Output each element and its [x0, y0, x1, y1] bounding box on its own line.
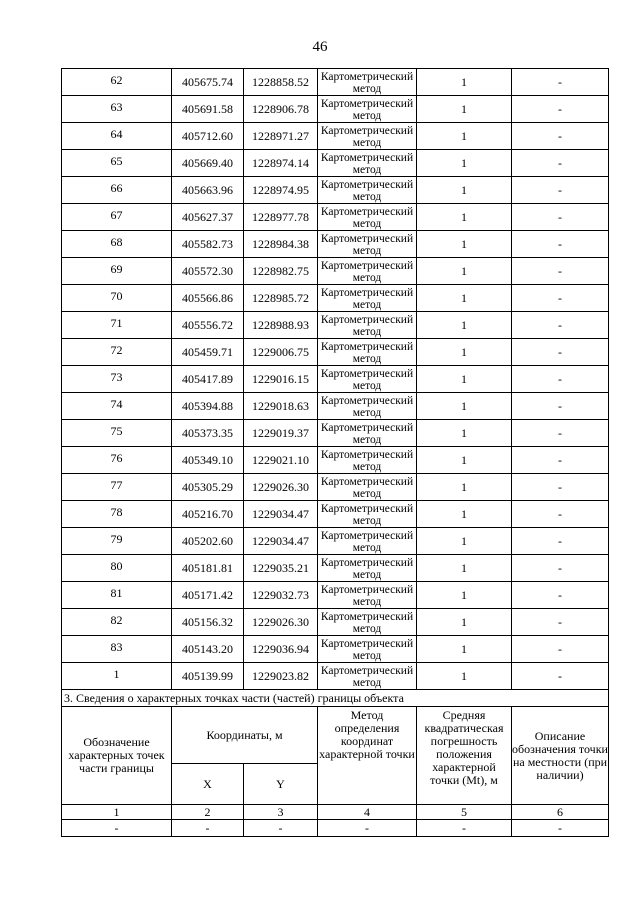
cell-point-number: 71 — [62, 312, 172, 339]
header-description: Описание обозначения точки на местности (при наличии) — [512, 707, 609, 805]
cell-mt: 1 — [417, 258, 512, 285]
page-number: 46 — [312, 39, 328, 55]
cell-x: 405459.71 — [172, 339, 244, 366]
cell-point-number: 79 — [62, 528, 172, 555]
cell-point-number: 70 — [62, 285, 172, 312]
cell-point-number: 75 — [62, 420, 172, 447]
cell-mt: 1 — [417, 177, 512, 204]
cell-y: 1228858.52 — [244, 69, 318, 96]
cell-point-number: 68 — [62, 231, 172, 258]
cell-description: - — [512, 636, 609, 663]
section3-header-row — [62, 707, 609, 764]
cell-method: Картометрический метод — [318, 258, 417, 285]
cell-method: Картометрический метод — [318, 636, 417, 663]
cell-mt: 1 — [417, 204, 512, 231]
table-row — [62, 420, 609, 447]
cell-method: Картометрический метод — [318, 609, 417, 636]
cell-x: 405675.74 — [172, 69, 244, 96]
cell-mt: 1 — [417, 582, 512, 609]
boundary-points-table — [61, 68, 609, 837]
cell-y: - — [244, 820, 318, 837]
cell-point-number: 65 — [62, 150, 172, 177]
table-row — [62, 474, 609, 501]
header-y: Y — [244, 764, 318, 805]
cell-method: Картометрический метод — [318, 96, 417, 123]
section3-title: 3. Сведения о характерных точках части (частей) границы объекта — [62, 690, 609, 707]
cell-x: 405394.88 — [172, 393, 244, 420]
table-row — [62, 366, 609, 393]
points-table-body — [62, 69, 609, 690]
cell-description: - — [512, 258, 609, 285]
cell-point-number: 82 — [62, 609, 172, 636]
cell-x: 405305.29 — [172, 474, 244, 501]
cell-mt: 1 — [417, 69, 512, 96]
cell-description: - — [512, 177, 609, 204]
cell-mt: 1 — [417, 150, 512, 177]
cell-x: 405202.60 — [172, 528, 244, 555]
cell-x: 405572.30 — [172, 258, 244, 285]
table-row — [62, 258, 609, 285]
cell-mt: 1 — [417, 312, 512, 339]
cell-point-number: 73 — [62, 366, 172, 393]
table-row — [62, 393, 609, 420]
cell-y: 1229032.73 — [244, 582, 318, 609]
cell-x: 405691.58 — [172, 96, 244, 123]
cell-point-number: 81 — [62, 582, 172, 609]
cell-mt: 1 — [417, 285, 512, 312]
cell-method: Картометрический метод — [318, 69, 417, 96]
cell-x: 405417.89 — [172, 366, 244, 393]
cell-point-number: 83 — [62, 636, 172, 663]
cell-point-number: 63 — [62, 96, 172, 123]
table-row — [62, 231, 609, 258]
cell-x: 405349.10 — [172, 447, 244, 474]
cell-point-number: 64 — [62, 123, 172, 150]
cell-x: 405139.99 — [172, 663, 244, 690]
cell-method: Картометрический метод — [318, 177, 417, 204]
cell-description: - — [512, 663, 609, 690]
cell-y: 1228988.93 — [244, 312, 318, 339]
cell-description: - — [512, 339, 609, 366]
cell-x: 405156.32 — [172, 609, 244, 636]
cell-x: 405669.40 — [172, 150, 244, 177]
cell-mt: 1 — [417, 231, 512, 258]
cell-x: 405143.20 — [172, 636, 244, 663]
cell-point-number: 77 — [62, 474, 172, 501]
cell-y: 1228974.95 — [244, 177, 318, 204]
cell-y: 1229034.47 — [244, 528, 318, 555]
cell-point-number: 74 — [62, 393, 172, 420]
cell-point-number: 67 — [62, 204, 172, 231]
cell-point-number: 1 — [62, 663, 172, 690]
cell-point-number: 78 — [62, 501, 172, 528]
column-number: 4 — [318, 805, 417, 820]
cell-description: - — [512, 150, 609, 177]
cell-method: Картометрический метод — [318, 474, 417, 501]
cell-method: Картометрический метод — [318, 447, 417, 474]
cell-method: Картометрический метод — [318, 231, 417, 258]
cell-mt: 1 — [417, 96, 512, 123]
cell-mt: 1 — [417, 609, 512, 636]
cell-y: 1229006.75 — [244, 339, 318, 366]
cell-mt: 1 — [417, 420, 512, 447]
cell-description: - — [512, 285, 609, 312]
cell-y: 1229016.15 — [244, 366, 318, 393]
table-row — [62, 636, 609, 663]
table-row — [62, 447, 609, 474]
cell-method: Картометрический метод — [318, 312, 417, 339]
cell-description: - — [512, 312, 609, 339]
cell-point-number: 72 — [62, 339, 172, 366]
cell-mt: 1 — [417, 528, 512, 555]
cell-description: - — [512, 555, 609, 582]
table-row — [62, 150, 609, 177]
cell-x: 405171.42 — [172, 582, 244, 609]
cell-method: Картометрический метод — [318, 663, 417, 690]
cell-mt: 1 — [417, 474, 512, 501]
cell-method: Картометрический метод — [318, 123, 417, 150]
table-row — [62, 123, 609, 150]
cell-method: Картометрический метод — [318, 393, 417, 420]
cell-description: - — [512, 820, 609, 837]
cell-y: 1229026.30 — [244, 474, 318, 501]
cell-y: 1229036.94 — [244, 636, 318, 663]
cell-mt: 1 — [417, 663, 512, 690]
header-method: Метод определения координат характерной точки — [318, 707, 417, 805]
column-number: 3 — [244, 805, 318, 820]
cell-point-number: 66 — [62, 177, 172, 204]
cell-y: 1228974.14 — [244, 150, 318, 177]
cell-method: Картометрический метод — [318, 339, 417, 366]
cell-description: - — [512, 96, 609, 123]
table-row — [62, 96, 609, 123]
column-number: 5 — [417, 805, 512, 820]
cell-point-number: 80 — [62, 555, 172, 582]
cell-y: 1229026.30 — [244, 609, 318, 636]
cell-method: - — [318, 820, 417, 837]
cell-x: 405216.70 — [172, 501, 244, 528]
cell-y: 1229018.63 — [244, 393, 318, 420]
table-row — [62, 177, 609, 204]
header-mt: Средняя квадратическая погрешность положения характерной точки (Mt), м — [417, 707, 512, 805]
cell-method: Картометрический метод — [318, 420, 417, 447]
cell-x: 405373.35 — [172, 420, 244, 447]
cell-point-number: 62 — [62, 69, 172, 96]
cell-mt: 1 — [417, 501, 512, 528]
cell-description: - — [512, 528, 609, 555]
table-row — [62, 312, 609, 339]
column-number: 2 — [172, 805, 244, 820]
cell-description: - — [512, 123, 609, 150]
cell-description: - — [512, 393, 609, 420]
cell-method: Картометрический метод — [318, 204, 417, 231]
cell-method: Картометрический метод — [318, 582, 417, 609]
table-row — [62, 285, 609, 312]
cell-mt: 1 — [417, 555, 512, 582]
cell-method: Картометрический метод — [318, 285, 417, 312]
cell-description: - — [512, 582, 609, 609]
table-row — [62, 555, 609, 582]
cell-x: 405582.73 — [172, 231, 244, 258]
cell-designation: - — [62, 820, 172, 837]
cell-x: 405566.86 — [172, 285, 244, 312]
header-x: X — [172, 764, 244, 805]
cell-mt: 1 — [417, 447, 512, 474]
column-number: 6 — [512, 805, 609, 820]
table-row — [62, 204, 609, 231]
cell-x: 405712.60 — [172, 123, 244, 150]
cell-description: - — [512, 231, 609, 258]
section3-body — [62, 690, 609, 837]
cell-y: 1228971.27 — [244, 123, 318, 150]
cell-mt: 1 — [417, 366, 512, 393]
cell-x: 405627.37 — [172, 204, 244, 231]
table-row — [62, 501, 609, 528]
cell-y: 1229023.82 — [244, 663, 318, 690]
cell-mt: 1 — [417, 123, 512, 150]
header-coordinates: Координаты, м — [172, 707, 318, 764]
cell-y: 1229019.37 — [244, 420, 318, 447]
cell-mt: 1 — [417, 393, 512, 420]
cell-method: Картометрический метод — [318, 366, 417, 393]
cell-mt: 1 — [417, 339, 512, 366]
cell-y: 1228984.38 — [244, 231, 318, 258]
column-number: 1 — [62, 805, 172, 820]
table-row — [62, 582, 609, 609]
cell-x: 405663.96 — [172, 177, 244, 204]
table-row — [62, 69, 609, 96]
cell-description: - — [512, 366, 609, 393]
cell-method: Картометрический метод — [318, 150, 417, 177]
cell-y: 1228982.75 — [244, 258, 318, 285]
cell-description: - — [512, 501, 609, 528]
cell-description: - — [512, 204, 609, 231]
cell-mt: 1 — [417, 636, 512, 663]
section3-title-row — [62, 690, 609, 707]
table-row — [62, 609, 609, 636]
cell-method: Картометрический метод — [318, 501, 417, 528]
cell-x: - — [172, 820, 244, 837]
cell-description: - — [512, 69, 609, 96]
cell-method: Картометрический метод — [318, 555, 417, 582]
cell-y: 1229021.10 — [244, 447, 318, 474]
header-designation: Обозначение характерных точек части границы — [62, 707, 172, 805]
table-row — [62, 339, 609, 366]
cell-y: 1228977.78 — [244, 204, 318, 231]
cell-description: - — [512, 474, 609, 501]
section3-data-row — [62, 820, 609, 837]
cell-x: 405181.81 — [172, 555, 244, 582]
table-row — [62, 528, 609, 555]
cell-y: 1229034.47 — [244, 501, 318, 528]
column-number-row — [62, 805, 609, 820]
cell-mt: - — [417, 820, 512, 837]
cell-x: 405556.72 — [172, 312, 244, 339]
cell-y: 1228985.72 — [244, 285, 318, 312]
table-row — [62, 663, 609, 690]
cell-point-number: 69 — [62, 258, 172, 285]
cell-description: - — [512, 420, 609, 447]
cell-point-number: 76 — [62, 447, 172, 474]
cell-y: 1229035.21 — [244, 555, 318, 582]
cell-description: - — [512, 609, 609, 636]
cell-description: - — [512, 447, 609, 474]
cell-method: Картометрический метод — [318, 528, 417, 555]
cell-y: 1228906.78 — [244, 96, 318, 123]
